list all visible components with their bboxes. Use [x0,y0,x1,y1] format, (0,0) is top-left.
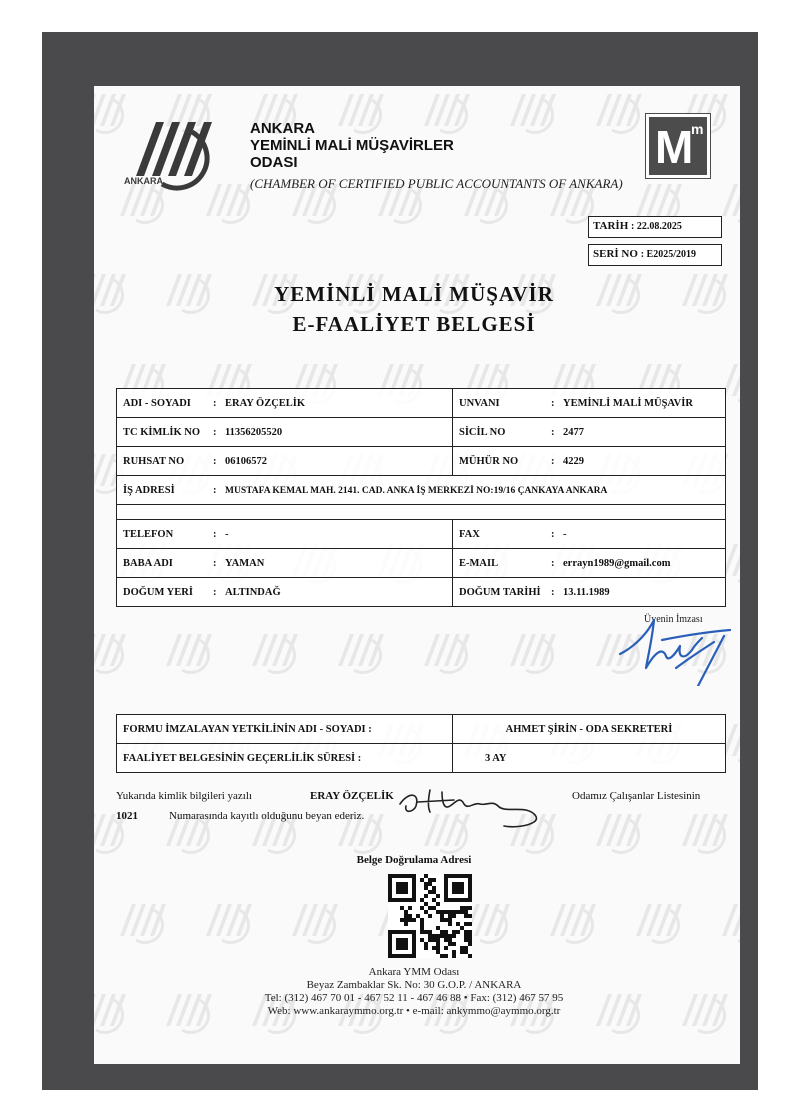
watermark-emblem [722,184,740,222]
table-row [117,520,726,549]
table-row [117,447,726,476]
colon: : [551,455,555,467]
signer-label-cell: FORMU İMZALAYAN YETKİLİNİN ADI - SOYADI : [117,715,453,744]
document-title-line-2: E-FAALİYET BELGESİ [292,312,536,336]
table-row [117,389,726,418]
validity-label-cell: FAALİYET BELGESİNİN GEÇERLİLİK SÜRESİ : [117,744,453,773]
watermark-emblem [722,904,740,942]
watermark-emblem [338,634,384,672]
table-row [117,549,726,578]
birthplace-label: DOĞUM YERİ [123,586,193,598]
table-row [117,744,726,773]
email-label: E-MAIL [459,557,499,569]
fax-cell [453,520,726,549]
title-cell [453,389,726,418]
watermark-emblem [510,634,556,672]
watermark-emblem [206,904,252,942]
table-gap-row [117,505,726,520]
name-cell [117,389,453,418]
date-label: TARİH [593,220,629,232]
badge-superscript: m [691,121,704,137]
colon: : [213,528,217,540]
serial-box [588,244,722,266]
sicil-label: SİCİL NO [459,426,506,438]
watermark-emblem [682,814,728,852]
fax-label: FAX [459,528,480,540]
member-signature-label: Üyenin İmzası [644,614,703,625]
logo-city-text: ANKARA [124,176,163,186]
ymm-logo [122,114,232,194]
ruhsat-value: 06106572 [225,455,267,467]
address-label: İŞ ADRESİ [123,484,175,496]
statement-number: 1021 [116,810,138,822]
date-box [588,216,722,238]
org-line-3: ODASI [250,154,298,171]
watermark-emblem [166,634,212,672]
colon: : [213,397,217,409]
signer-value-cell: AHMET ŞİRİN - ODA SEKRETERİ [453,715,726,744]
validity-value-cell: 3 AY [453,744,726,773]
document-title-line-1: YEMİNLİ MALİ MÜŞAVİR [274,282,554,306]
watermark-emblem [596,814,642,852]
footer-line-2: Beyaz Zambaklar Sk. No: 30 G.O.P. / ANKARA [306,979,522,991]
phone-cell [117,520,453,549]
address-value: MUSTAFA KEMAL MAH. 2141. CAD. ANKA İŞ MERKEZİ NO:19/16 ÇANKAYA ANKARA [225,485,608,496]
colon: : [213,586,217,598]
watermark-emblem [596,94,642,132]
secretary-signature [394,782,554,832]
muhur-value: 4229 [563,455,584,467]
phone-label: TELEFON [123,528,174,540]
father-value: YAMAN [225,557,265,569]
statement-part-c: Numarasında kayıtlı olduğunu beyan ederiz. [169,810,365,822]
colon: : [213,455,217,467]
name-label: ADI - SOYADI [123,397,191,409]
gap-cell [117,505,726,520]
organization-english-name: (CHAMBER OF CERTIFIED PUBLIC ACCOUNTANTS OF ANKARA) [250,176,623,191]
sicil-value: 2477 [563,426,584,438]
watermark-emblem [94,634,126,672]
birthdate-label: DOĞUM TARİHİ [459,586,541,598]
serial-value: : E2025/2019 [640,249,696,260]
colon: : [551,586,555,598]
colon: : [551,528,555,540]
watermark-emblem [550,904,596,942]
watermark-emblem [252,634,298,672]
ruhsat-label: RUHSAT NO [123,455,185,467]
mm-badge-logo [646,114,710,178]
tc-value: 11356205520 [225,426,283,438]
tc-cell [117,418,453,447]
statement-part-a: Yukarıda kimlik bilgileri yazılı [116,790,252,802]
table-row [117,476,726,505]
father-label: BABA ADI [123,557,173,569]
sicil-cell [453,418,726,447]
title-label: UNVANI [459,397,500,409]
table-row [117,715,726,744]
footer-contact [94,966,734,1018]
colon: : [551,426,555,438]
badge-letter: M [655,121,694,173]
statement-name: ERAY ÖZÇELİK [310,790,394,802]
watermark-emblem [292,904,338,942]
org-line-1: ANKARA [250,120,315,137]
colon: : [213,426,217,438]
member-signature [602,596,734,686]
tc-label: TC KİMLİK NO [123,426,201,438]
colon: : [551,557,555,569]
authority-table [116,714,726,773]
fax-value: - [563,528,567,540]
verification-label: Belge Doğrulama Adresi [356,854,472,866]
org-line-2: YEMİNLİ MALİ MÜŞAVİRLER [250,137,454,154]
birthplace-value: ALTINDAĞ [225,586,281,598]
birthplace-cell [117,578,453,607]
watermark-emblem [120,904,166,942]
date-value: : 22.08.2025 [631,221,682,232]
verification-qr-code[interactable] [388,874,472,958]
document-paper [94,86,740,1064]
email-value: errayn1989@gmail.com [563,557,671,569]
name-value: ERAY ÖZÇELİK [225,397,306,409]
footer-line-3: Tel: (312) 467 70 01 - 467 52 11 - 467 46 88 • Fax: (312) 467 57 95 [264,992,564,1004]
address-cell [117,476,726,505]
footer-line-1: Ankara YMM Odası [368,966,460,978]
footer-line-4: Web: www.ankaraymmo.org.tr • e-mail: ankymmo@aymmo.org.tr [267,1005,561,1017]
watermark-emblem [424,634,470,672]
member-info-table [116,388,726,607]
phone-value: - [225,528,229,540]
watermark-emblem [510,94,556,132]
colon: : [213,484,217,496]
muhur-label: MÜHÜR NO [459,455,519,467]
email-cell [453,549,726,578]
ruhsat-cell [117,447,453,476]
serial-label: SERİ NO [593,248,638,260]
title-value: YEMİNLİ MALİ MÜŞAVİR [563,397,693,409]
colon: : [213,557,217,569]
organization-name [250,120,454,171]
birthdate-value: 13.11.1989 [563,586,610,598]
father-cell [117,549,453,578]
colon: : [551,397,555,409]
muhur-cell [453,447,726,476]
statement-part-b: Odamız Çalışanlar Listesinin [572,790,701,802]
watermark-emblem [636,904,682,942]
table-row [117,418,726,447]
